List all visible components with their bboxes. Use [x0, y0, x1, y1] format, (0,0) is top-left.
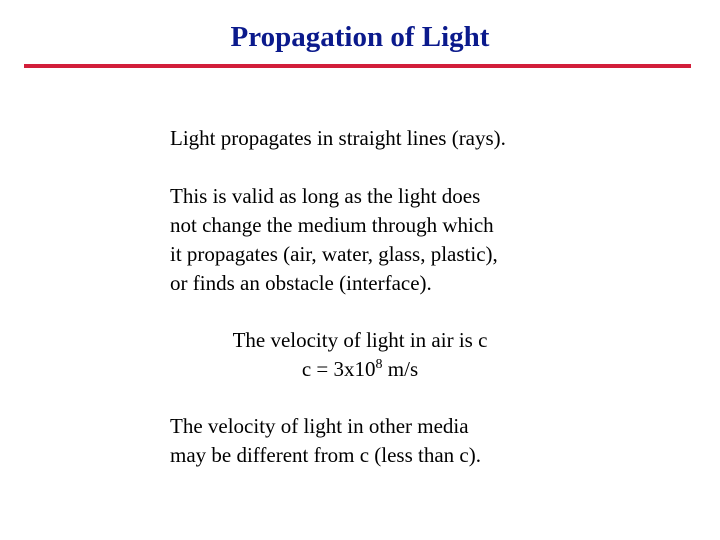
- paragraph-line: or finds an obstacle (interface).: [170, 271, 432, 295]
- paragraph-line: it propagates (air, water, glass, plastic),: [170, 242, 498, 266]
- paragraph-other-media: [170, 412, 481, 470]
- velocity-formula: [0, 355, 720, 384]
- formula-prefix: c = 3x10: [301, 357, 376, 381]
- paragraph-line: Light propagates in straight lines (rays).: [170, 126, 506, 150]
- paragraph-line: The velocity of light in other media: [170, 414, 469, 438]
- paragraph-line: not change the medium through which: [170, 213, 494, 237]
- title-divider: [24, 64, 691, 68]
- paragraph-rays: [170, 124, 506, 153]
- velocity-statement: The velocity of light in air is c: [232, 328, 488, 352]
- formula-unit: m/s: [382, 357, 419, 381]
- paragraph-validity: [170, 182, 498, 298]
- formula-exponent: 8: [375, 357, 383, 372]
- paragraph-line: may be different from c (less than c).: [170, 443, 481, 467]
- slide-title: Propagation of Light: [230, 21, 490, 53]
- paragraph-line: This is valid as long as the light does: [170, 184, 481, 208]
